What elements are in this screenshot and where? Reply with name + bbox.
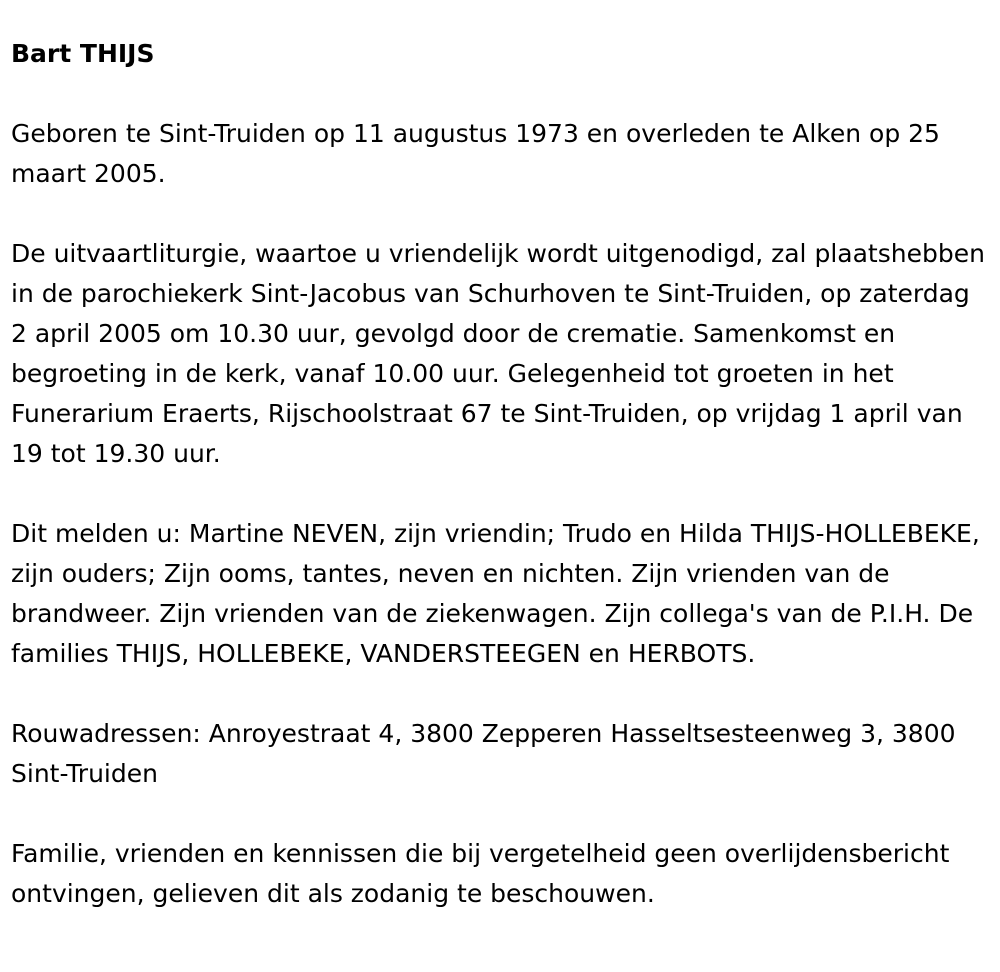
mourning-addresses-paragraph: Rouwadressen: Anroyestraat 4, 3800 Zepperen Hasseltsesteenweg 3, 3800 Sint-Truiden <box>11 719 956 788</box>
birth-death-paragraph: Geboren te Sint-Truiden op 11 augustus 1973 en overleden te Alken op 25 maart 2005. <box>11 119 940 188</box>
deceased-name-title: Bart THIJS <box>11 39 155 68</box>
closing-note-paragraph: Familie, vrienden en kennissen die bij vergetelheid geen overlijdensbericht ontvingen, gelieven dit als zodanig te beschouwen. <box>11 839 950 908</box>
announcers-paragraph: Dit melden u: Martine NEVEN, zijn vriendin; Trudo en Hilda THIJS-HOLLEBEKE, zijn ouders; Zijn ooms, tantes, neven en nichten. Zijn vrienden van de brandweer. Zijn vrienden van de ziekenwagen. Zijn collega's van de P.I.H. De families THIJS, HOLLEBEKE, VANDERSTEEGEN en HERBOTS. <box>11 519 980 668</box>
funeral-details-paragraph: De uitvaartliturgie, waartoe u vriendelijk wordt uitgenodigd, zal plaatshebben in de parochiekerk Sint-Jacobus van Schurhoven te Sint-Truiden, op zaterdag 2 april 2005 om 10.30 uur, gevolgd door de crematie. Samenkomst en begroeting in de kerk, vanaf 10.00 uur. Gelegenheid tot groeten in het Funerarium Eraerts, Rijschoolstraat 67 te Sint-Truiden, op vrijdag 1 april van 19 tot 19.30 uur. <box>11 239 985 468</box>
